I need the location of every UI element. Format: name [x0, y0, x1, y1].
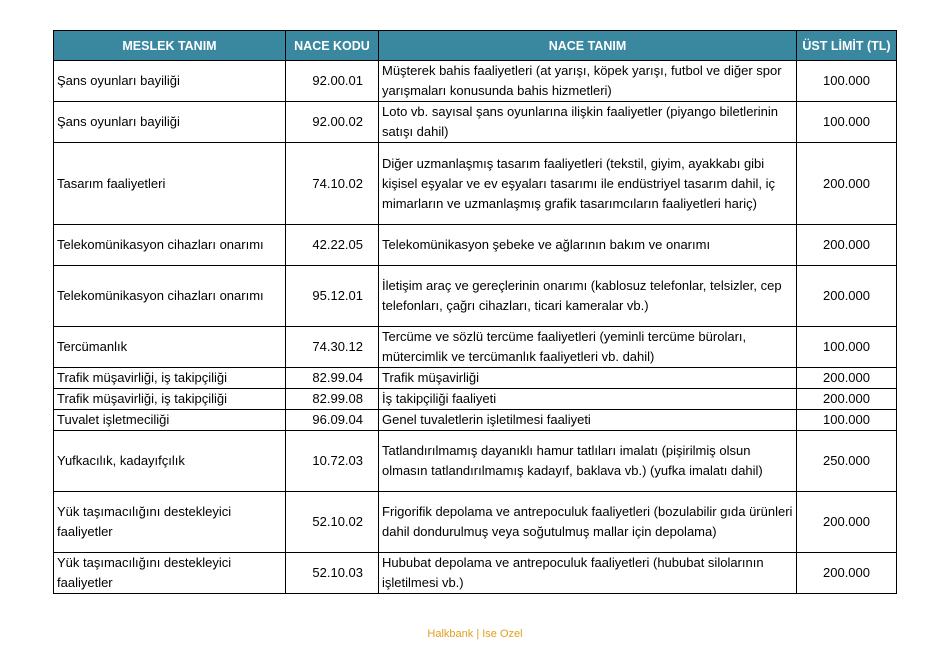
nace-description-cell: Telekomünikasyon şebeke ve ağlarının bakım ve onarımı	[379, 225, 797, 266]
nace-description-cell: Trafik müşavirliği	[379, 368, 797, 389]
nace-code-cell: 52.10.02	[286, 492, 379, 553]
limit-cell: 200.000	[797, 225, 897, 266]
limit-cell: 100.000	[797, 410, 897, 431]
header-meslek-tanim: MESLEK TANIM	[54, 31, 286, 61]
meslek-cell: Yük taşımacılığını destekleyici faaliyetler	[54, 553, 286, 594]
nace-table	[53, 30, 897, 594]
nace-description-cell: İletişim araç ve gereçlerinin onarımı (kablosuz telefonlar, telsizler, cep telefonları, çağrı cihazları, ticari kameralar vb.)	[379, 266, 797, 327]
meslek-cell: Trafik müşavirliği, iş takipçiliği	[54, 389, 286, 410]
meslek-cell: Şans oyunları bayiliği	[54, 61, 286, 102]
limit-cell: 200.000	[797, 143, 897, 225]
limit-cell: 200.000	[797, 389, 897, 410]
table-row	[54, 102, 897, 143]
limit-cell: 200.000	[797, 368, 897, 389]
nace-code-cell: 92.00.01	[286, 61, 379, 102]
meslek-cell: Yük taşımacılığını destekleyici faaliyetler	[54, 492, 286, 553]
table-row	[54, 225, 897, 266]
limit-cell: 100.000	[797, 327, 897, 368]
meslek-cell: Tercümanlık	[54, 327, 286, 368]
nace-description-cell: Frigorifik depolama ve antrepoculuk faaliyetleri (bozulabilir gıda ürünleri dahil dondurulmuş veya soğutulmuş mallar için depolama)	[379, 492, 797, 553]
nace-description-cell: Tercüme ve sözlü tercüme faaliyetleri (yeminli tercüme büroları, mütercimlik ve tercümanlık faaliyetleri vb. dahil)	[379, 327, 797, 368]
meslek-cell: Telekomünikasyon cihazları onarımı	[54, 266, 286, 327]
table-row	[54, 327, 897, 368]
limit-cell: 250.000	[797, 431, 897, 492]
table-row	[54, 553, 897, 594]
table-row	[54, 492, 897, 553]
table-row	[54, 143, 897, 225]
meslek-cell: Şans oyunları bayiliği	[54, 102, 286, 143]
header-nace-tanim: NACE TANIM	[379, 31, 797, 61]
nace-description-cell: Hububat depolama ve antrepoculuk faaliyetleri (hububat silolarının işletilmesi vb.)	[379, 553, 797, 594]
meslek-cell: Telekomünikasyon cihazları onarımı	[54, 225, 286, 266]
header-nace-kodu: NACE KODU	[286, 31, 379, 61]
nace-code-cell: 10.72.03	[286, 431, 379, 492]
nace-code-cell: 96.09.04	[286, 410, 379, 431]
limit-cell: 200.000	[797, 553, 897, 594]
limit-cell: 200.000	[797, 492, 897, 553]
nace-description-cell: Loto vb. sayısal şans oyunlarına ilişkin faaliyetler (piyango biletlerinin satışı dahil)	[379, 102, 797, 143]
header-ust-limit: ÜST LİMİT (TL)	[797, 31, 897, 61]
limit-cell: 200.000	[797, 266, 897, 327]
nace-code-cell: 92.00.02	[286, 102, 379, 143]
table-row	[54, 389, 897, 410]
nace-code-cell: 74.10.02	[286, 143, 379, 225]
nace-code-cell: 82.99.04	[286, 368, 379, 389]
nace-code-cell: 95.12.01	[286, 266, 379, 327]
meslek-cell: Trafik müşavirliği, iş takipçiliği	[54, 368, 286, 389]
meslek-cell: Tuvalet işletmeciliği	[54, 410, 286, 431]
meslek-cell: Yufkacılık, kadayıfçılık	[54, 431, 286, 492]
nace-description-cell: Diğer uzmanlaşmış tasarım faaliyetleri (tekstil, giyim, ayakkabı gibi kişisel eşyalar ve ev eşyaları tasarımı ile endüstriyel tasarım dahil, iç mimarların ve uzmanlaşmış grafik tasarımcıların faaliyetleri hariç)	[379, 143, 797, 225]
table-row	[54, 410, 897, 431]
limit-cell: 100.000	[797, 102, 897, 143]
nace-description-cell: İş takipçiliği faaliyeti	[379, 389, 797, 410]
meslek-cell: Tasarım faaliyetleri	[54, 143, 286, 225]
table-row	[54, 431, 897, 492]
table-row	[54, 266, 897, 327]
nace-code-cell: 74.30.12	[286, 327, 379, 368]
table-row	[54, 368, 897, 389]
table-header-row	[54, 31, 897, 61]
nace-code-cell: 52.10.03	[286, 553, 379, 594]
nace-description-cell: Tatlandırılmamış dayanıklı hamur tatlıları imalatı (pişirilmiş olsun olmasın tatlandırılmamış kadayıf, baklava vb.) (yufka imalatı dahil)	[379, 431, 797, 492]
nace-code-cell: 42.22.05	[286, 225, 379, 266]
footer-classification-label: Halkbank | Ise Ozel	[427, 628, 523, 640]
limit-cell: 100.000	[797, 61, 897, 102]
nace-description-cell: Genel tuvaletlerin işletilmesi faaliyeti	[379, 410, 797, 431]
table-row	[54, 61, 897, 102]
nace-code-cell: 82.99.08	[286, 389, 379, 410]
nace-description-cell: Müşterek bahis faaliyetleri (at yarışı, köpek yarışı, futbol ve diğer spor yarışmaları konusunda bahis hizmetleri)	[379, 61, 797, 102]
